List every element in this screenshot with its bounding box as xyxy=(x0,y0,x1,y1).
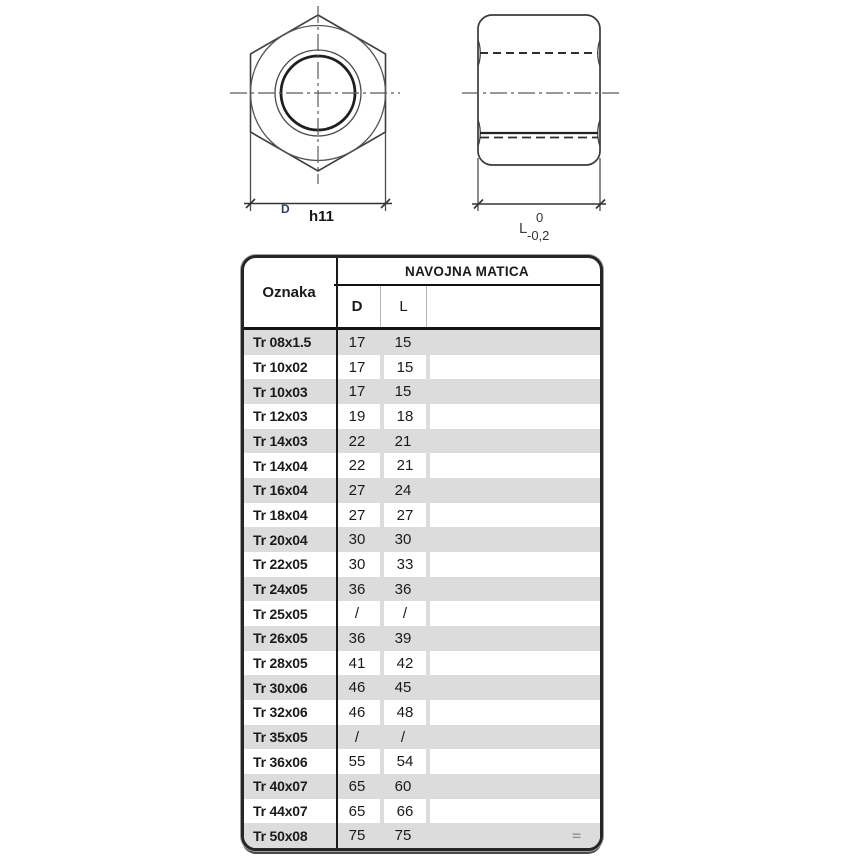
row-empty-cell xyxy=(426,749,600,774)
row-designation: Tr 14x04 xyxy=(253,457,308,474)
dimension-line xyxy=(244,199,392,208)
dimension-extension-lines xyxy=(478,158,600,211)
row-l-value: 45 xyxy=(394,679,412,697)
table-row xyxy=(244,478,600,503)
row-designation: Tr 10x03 xyxy=(253,383,308,400)
row-d-value: 36 xyxy=(348,629,366,647)
dimension-line xyxy=(472,200,606,209)
row-designation: Tr 16x04 xyxy=(253,482,308,499)
row-empty-cell xyxy=(426,774,600,799)
table-row xyxy=(244,453,600,478)
row-l-value: 54 xyxy=(380,749,426,774)
row-empty-cell xyxy=(426,527,600,552)
row-l-value: 75 xyxy=(394,827,412,845)
row-empty-cell xyxy=(426,601,600,626)
table-body xyxy=(244,330,600,848)
row-empty-cell xyxy=(426,379,600,404)
row-empty-cell xyxy=(426,651,600,676)
table-row xyxy=(244,823,600,848)
row-designation: Tr 25x05 xyxy=(253,605,308,622)
row-d-value: 22 xyxy=(348,432,366,450)
row-designation: Tr 10x02 xyxy=(253,359,308,375)
row-designation: Tr 08x1.5 xyxy=(253,334,312,351)
equals-mark: = xyxy=(571,829,582,843)
table-row xyxy=(244,330,600,355)
row-empty-cell xyxy=(426,429,600,454)
row-empty-cell xyxy=(426,577,600,602)
side-view-drawing xyxy=(450,0,635,255)
row-l-value: / xyxy=(380,601,426,626)
face-boundary-lines xyxy=(480,53,598,138)
dim-label-d: D xyxy=(281,202,290,216)
table-row xyxy=(244,626,600,651)
row-l-value: 21 xyxy=(394,432,412,450)
row-empty-cell xyxy=(426,355,600,380)
row-l-value: 15 xyxy=(394,383,412,401)
header-empty-cell xyxy=(426,286,600,327)
row-d-value: 27 xyxy=(348,506,366,524)
row-l-value: 30 xyxy=(394,531,412,549)
table-row xyxy=(244,429,600,454)
row-d-value: 30 xyxy=(348,531,366,549)
dim-label-h11: h11 xyxy=(309,208,335,225)
row-empty-cell xyxy=(426,330,600,355)
row-l-value: / xyxy=(400,728,406,746)
row-designation: Tr 26x05 xyxy=(253,630,308,647)
row-l-value: 18 xyxy=(380,404,426,429)
table-row xyxy=(244,379,600,404)
table-row xyxy=(244,700,600,725)
tolerance-upper: 0 xyxy=(536,210,544,225)
row-d-value: 17 xyxy=(348,333,366,351)
table-row xyxy=(244,749,600,774)
row-d-value: 22 xyxy=(348,457,366,475)
row-l-value: 60 xyxy=(394,777,412,795)
row-d-value: 27 xyxy=(348,481,366,499)
row-l-value: 36 xyxy=(394,580,412,598)
row-l-value: 39 xyxy=(394,629,412,647)
table-row xyxy=(244,651,600,676)
table-row xyxy=(244,355,600,380)
row-l-value: 42 xyxy=(380,651,426,676)
row-d-value: 65 xyxy=(348,802,366,820)
row-designation: Tr 12x03 xyxy=(253,408,308,425)
row-d-value: 41 xyxy=(348,654,366,672)
row-l-value: 27 xyxy=(380,503,426,528)
row-d-value: / xyxy=(354,605,360,623)
front-view-drawing xyxy=(225,0,485,250)
header-col-d: D xyxy=(351,298,363,315)
row-designation: Tr 22x05 xyxy=(253,556,308,573)
row-d-value: 19 xyxy=(348,407,366,425)
row-empty-cell xyxy=(426,453,600,478)
row-empty-cell xyxy=(426,503,600,528)
row-l-value: 33 xyxy=(380,552,426,577)
row-empty-cell xyxy=(426,725,600,750)
table-row xyxy=(244,774,600,799)
row-designation: Tr 44x07 xyxy=(253,803,308,820)
dimension-extension-lines xyxy=(251,133,386,211)
table-row xyxy=(244,577,600,602)
row-l-value: 15 xyxy=(394,333,412,351)
row-d-value: 46 xyxy=(348,679,366,697)
table-row xyxy=(244,527,600,552)
row-designation: Tr 36x06 xyxy=(253,753,308,770)
row-designation: Tr 24x05 xyxy=(253,581,308,598)
row-d-value: 30 xyxy=(348,555,366,573)
row-l-value: 66 xyxy=(380,799,426,824)
header-col-l: L xyxy=(380,286,426,327)
table-row xyxy=(244,601,600,626)
row-designation: Tr 50x08 xyxy=(253,827,308,844)
table-row xyxy=(244,404,600,429)
row-empty-cell xyxy=(426,404,600,429)
row-designation: Tr 20x04 xyxy=(253,531,308,548)
row-empty-cell xyxy=(426,478,600,503)
row-designation: Tr 14x03 xyxy=(253,433,308,450)
row-designation: Tr 40x07 xyxy=(253,778,308,795)
row-d-value: 55 xyxy=(348,753,366,771)
row-d-value: 17 xyxy=(348,383,366,401)
table-row xyxy=(244,503,600,528)
row-d-value: 65 xyxy=(348,777,366,795)
row-empty-cell xyxy=(426,799,600,824)
row-designation: Tr 30x06 xyxy=(253,679,308,696)
column-divider-line xyxy=(336,258,338,848)
dim-label-l: L xyxy=(519,220,528,237)
row-d-value: 36 xyxy=(348,580,366,598)
table-row xyxy=(244,799,600,824)
table-header xyxy=(244,258,600,330)
row-d-value: 17 xyxy=(348,358,366,376)
row-empty-cell xyxy=(426,700,600,725)
row-d-value: / xyxy=(354,728,360,746)
row-designation: Tr 18x04 xyxy=(253,507,308,524)
row-l-value: 21 xyxy=(380,453,426,478)
row-empty-cell xyxy=(426,675,600,700)
row-l-value: 24 xyxy=(394,481,412,499)
row-l-value: 15 xyxy=(380,355,426,380)
row-designation: Tr 35x05 xyxy=(253,729,308,746)
row-empty-cell xyxy=(426,552,600,577)
table-row xyxy=(244,675,600,700)
row-designation: Tr 28x05 xyxy=(253,655,308,672)
row-empty-cell xyxy=(426,626,600,651)
row-d-value: 46 xyxy=(348,703,366,721)
row-d-value: 75 xyxy=(348,827,366,845)
row-l-value: 48 xyxy=(380,700,426,725)
header-oznaka: Oznaka xyxy=(262,284,316,301)
tolerance-lower: -0,2 xyxy=(527,228,550,243)
table-row xyxy=(244,552,600,577)
nut-profile-outline xyxy=(478,15,600,165)
spec-table xyxy=(241,255,603,851)
row-designation: Tr 32x06 xyxy=(253,704,308,721)
centerlines xyxy=(230,6,400,184)
header-group-title: NAVOJNA MATICA xyxy=(334,258,600,286)
table-row xyxy=(244,725,600,750)
